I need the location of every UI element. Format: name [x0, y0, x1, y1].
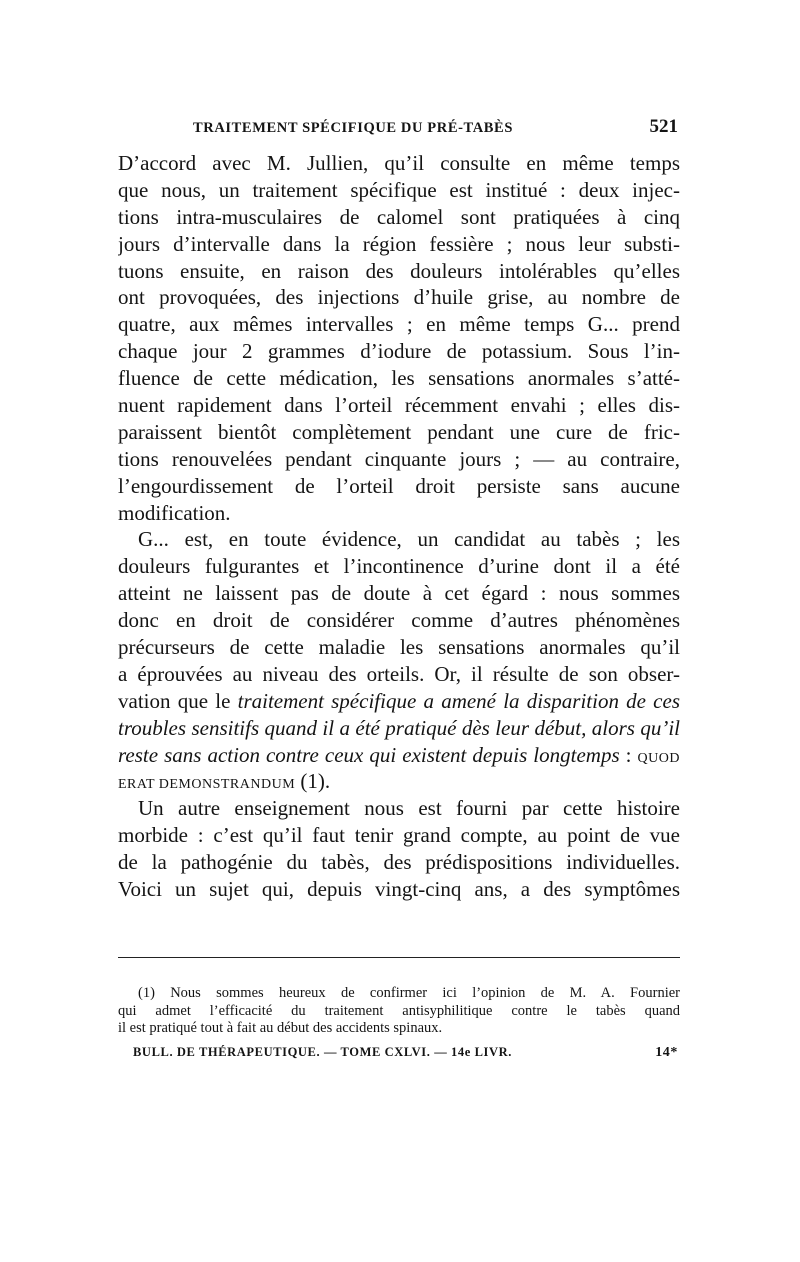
- footnote: [118, 985, 680, 1038]
- body-line-mixed: [118, 742, 680, 769]
- body-line: G... est, en toute évidence, un candidat au tabès ; les: [138, 527, 680, 552]
- body-line: quatre, aux mêmes intervalles ; en même temps G... prend: [118, 312, 680, 337]
- body-line: a éprouvées au niveau des orteils. Or, il résulte de son obser-: [118, 661, 680, 686]
- running-title: TRAITEMENT SPÉCIFIQUE DU PRÉ-TABÈS: [193, 120, 513, 136]
- body-line: fluence de cette médication, les sensations anormales s’atté-: [118, 366, 680, 391]
- small-caps-text: ERAT DEMONSTRANDUM: [118, 777, 296, 793]
- italic-emphasis: traitement spécifique a amené la disparition de ces: [237, 688, 680, 713]
- body-line: donc en droit de considérer comme d’autres phénomènes: [118, 608, 680, 633]
- page-footer: [133, 1045, 678, 1061]
- body-line: douleurs fulgurantes et l’incontinence d’urine dont il a été: [118, 554, 680, 579]
- small-caps-text: QUOD: [637, 750, 680, 766]
- body-text-run: vation que le: [118, 688, 238, 713]
- body-line: D’accord avec M. Jullien, qu’il consulte en même temps: [118, 151, 680, 175]
- body-line: ont provoquées, des injections d’huile grise, au nombre de: [118, 285, 680, 310]
- footnote-separator-rule: [118, 957, 680, 958]
- body-line: précurseurs de cette maladie les sensations anormales qu’il: [118, 635, 680, 660]
- body-line: tuons ensuite, en raison des douleurs intolérables qu’elles: [118, 258, 680, 283]
- footnote-line: qui admet l’efficacité du traitement antisyphilitique contre le tabès quand: [118, 1002, 680, 1019]
- bulletin-signature-line: BULL. DE THÉRAPEUTIQUE. — TOME CXLVI. — 14e LIVR.: [133, 1045, 513, 1059]
- italic-emphasis: reste sans action contre ceux qui existent depuis longtemps: [118, 742, 620, 767]
- body-line: de la pathogénie du tabès, des prédispositions individuelles.: [118, 850, 680, 875]
- page-number: 521: [649, 116, 678, 137]
- body-line-mixed: [118, 688, 680, 715]
- body-line: tions renouvelées pendant cinquante jours ; — au contraire,: [118, 446, 680, 471]
- sheet-signature: 14*: [655, 1045, 678, 1060]
- body-line: tions intra-musculaires de calomel sont pratiquées à cinq: [118, 204, 680, 229]
- body-line: paraissent bientôt complètement pendant une cure de fric-: [118, 419, 680, 444]
- footnote-reference: (1).: [295, 769, 331, 794]
- body-text: [118, 150, 680, 903]
- body-line-mixed: [118, 768, 680, 795]
- body-line: que nous, un traitement spécifique est institué : deux injec-: [118, 177, 680, 202]
- body-line: nuent rapidement dans l’orteil récemment envahi ; elles dis-: [118, 393, 680, 418]
- body-line: atteint ne laissent pas de doute à cet égard : nous sommes: [118, 581, 680, 606]
- footnote-line: (1) Nous sommes heureux de confirmer ici l’opinion de M. A. Fournier: [138, 985, 680, 1001]
- body-line: jours d’intervalle dans la région fessière ; nous leur substi-: [118, 231, 680, 256]
- body-line: Voici un sujet qui, depuis vingt-cinq ans, a des symptômes: [118, 877, 680, 902]
- running-head: [118, 116, 678, 138]
- body-line: l’engourdissement de l’orteil droit persiste sans aucune: [118, 473, 680, 498]
- body-line: Un autre enseignement nous est fourni par cette histoire: [138, 796, 680, 821]
- body-line: modification.: [118, 500, 231, 525]
- body-text-run: :: [619, 742, 638, 767]
- body-line-italic: troubles sensitifs quand il a été pratiqué dès leur début, alors qu’il: [118, 715, 680, 740]
- body-line: morbide : c’est qu’il faut tenir grand compte, au point de vue: [118, 823, 680, 848]
- footnote-line: il est pratiqué tout à fait au début des accidents spinaux.: [118, 1020, 443, 1036]
- body-line: chaque jour 2 grammes d’iodure de potassium. Sous l’in-: [118, 339, 680, 364]
